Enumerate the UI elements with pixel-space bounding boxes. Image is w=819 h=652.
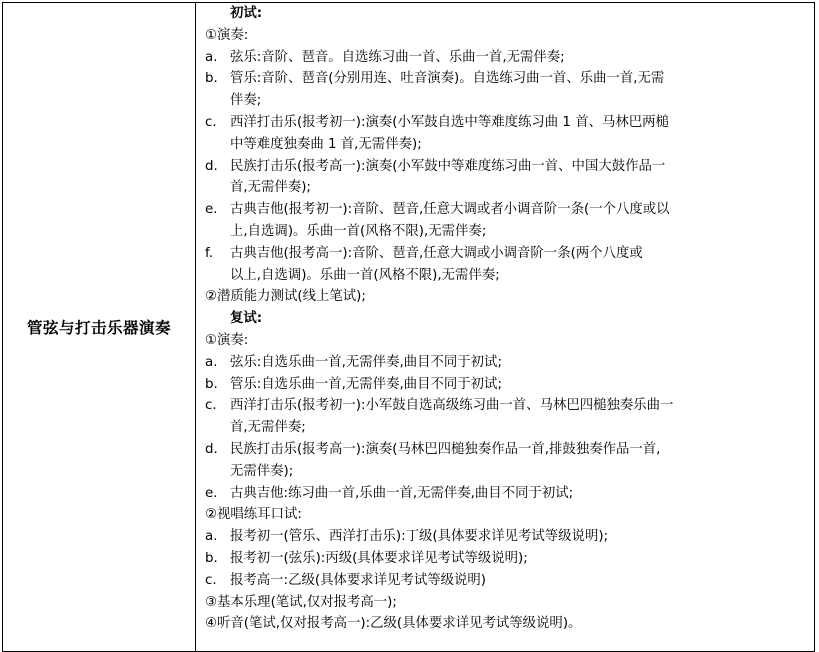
list-item-marker: c. xyxy=(205,398,217,414)
list-item xyxy=(205,461,810,483)
list-item xyxy=(205,112,810,134)
list-item-text: 古典吉他(报考高一):音阶、琶音,任意大调或小调音阶一条(两个八度或 xyxy=(230,245,643,261)
list-item-marker: b. xyxy=(205,71,218,87)
row-content-cell xyxy=(196,3,815,652)
list-item-marker: f. xyxy=(205,245,213,261)
list-item-text: 古典吉他:练习曲一首,乐曲一首,无需伴奏,曲目不同于初试; xyxy=(230,485,574,501)
list-item-text: 上,自选调)。乐曲一首(风格不限),无需伴奏; xyxy=(230,223,487,239)
list-item xyxy=(205,265,810,287)
list-item-marker: b. xyxy=(205,550,218,566)
section-heading xyxy=(205,3,810,25)
list-item-text: 西洋打击乐(报考初一):演奏(小军鼓自选中等难度练习曲 1 首、马林巴两槌 xyxy=(230,114,669,130)
list-item-text: ①演奏: xyxy=(205,332,249,348)
list-item-marker xyxy=(205,134,230,156)
list-item xyxy=(205,243,810,265)
list-item-text: 无需伴奏); xyxy=(230,463,294,479)
list-item-marker: a. xyxy=(205,49,218,65)
section-heading xyxy=(205,308,810,330)
list-item-text: 报考初一(管乐、西洋打击乐):丁级(具体要求详见考试等级说明); xyxy=(230,529,609,545)
list-item-text: 西洋打击乐(报考初一):小军鼓自选高级练习曲一首、马林巴四槌独奏乐曲一 xyxy=(230,398,674,414)
list-item-text: 以上,自选调)。乐曲一首(风格不限),无需伴奏; xyxy=(230,267,500,283)
list-item-text: ②潜质能力测试(线上笔试); xyxy=(205,289,366,305)
list-item-text: 弦乐:自选乐曲一首,无需伴奏,曲目不同于初试; xyxy=(230,354,502,370)
list-item-marker xyxy=(205,221,230,243)
list-item xyxy=(205,395,810,417)
list-item-text: ②视唱练耳口试: xyxy=(205,507,302,523)
row-label: 管弦与打击乐器演奏 xyxy=(26,319,171,337)
list-item-text: ①演奏: xyxy=(205,27,249,43)
list-item-marker: a. xyxy=(205,529,218,545)
list-item xyxy=(205,221,810,243)
list-item-text: 伴奏; xyxy=(230,93,262,109)
list-item xyxy=(205,374,810,396)
list-item xyxy=(205,90,810,112)
list-item-marker: e. xyxy=(205,202,218,218)
list-item xyxy=(205,613,810,635)
list-item-marker xyxy=(205,3,230,25)
list-item-text: 首,无需伴奏); xyxy=(230,180,311,196)
list-item xyxy=(205,417,810,439)
list-item xyxy=(205,570,810,592)
list-item xyxy=(205,25,810,47)
list-item xyxy=(205,548,810,570)
list-item xyxy=(205,352,810,374)
list-item-text: 管乐:音阶、琶音(分别用连、吐音演奏)。自选练习曲一首、乐曲一首,无需 xyxy=(230,71,665,87)
list-item xyxy=(205,156,810,178)
list-item-marker: a. xyxy=(205,354,218,370)
table-row xyxy=(3,3,815,652)
list-item-text: ④听音(笔试,仅对报考高一):乙级(具体要求详见考试等级说明)。 xyxy=(205,616,582,632)
list-item-marker: b. xyxy=(205,376,218,392)
list-item xyxy=(205,592,810,614)
list-item-marker xyxy=(205,308,230,330)
list-item-marker: d. xyxy=(205,158,218,174)
list-item-marker xyxy=(205,417,230,439)
row-label-cell xyxy=(3,3,196,652)
requirements-table xyxy=(2,2,815,652)
list-item xyxy=(205,483,810,505)
list-item-text: 弦乐:音阶、琶音。自选练习曲一首、乐曲一首,无需伴奏; xyxy=(230,49,565,65)
list-item-text: 管乐:自选乐曲一首,无需伴奏,曲目不同于初试; xyxy=(230,376,502,392)
list-item xyxy=(205,286,810,308)
list-item xyxy=(205,134,810,156)
list-item xyxy=(205,526,810,548)
list-item-marker: d. xyxy=(205,441,218,457)
list-item-text: 民族打击乐(报考高一):演奏(小军鼓中等难度练习曲一首、中国大鼓作品一 xyxy=(230,158,666,174)
list-item-text: 首,无需伴奏; xyxy=(230,420,306,436)
list-item xyxy=(205,68,810,90)
list-item xyxy=(205,47,810,69)
list-item-text: ③基本乐理(笔试,仅对报考高一); xyxy=(205,594,397,610)
list-item-marker: e. xyxy=(205,485,218,501)
list-item xyxy=(205,330,810,352)
requirements-list xyxy=(196,3,814,635)
list-item-marker xyxy=(205,265,230,287)
list-item xyxy=(205,199,810,221)
list-item-text: 古典吉他(报考初一):音阶、琶音,任意大调或者小调音阶一条(一个八度或以 xyxy=(230,202,670,218)
list-item xyxy=(205,439,810,461)
list-item-marker: c. xyxy=(205,114,217,130)
list-item-text: 中等难度独奏曲 1 首,无需伴奏); xyxy=(230,136,422,152)
list-item-marker: c. xyxy=(205,572,217,588)
list-item-marker xyxy=(205,177,230,199)
list-item xyxy=(205,177,810,199)
list-item-text: 初试: xyxy=(230,6,263,21)
list-item xyxy=(205,504,810,526)
list-item-marker xyxy=(205,90,230,112)
list-item-text: 民族打击乐(报考高一):演奏(马林巴四槌独奏作品一首,排鼓独奏作品一首, xyxy=(230,441,661,457)
list-item-text: 复试: xyxy=(230,311,263,327)
list-item-text: 报考初一(弦乐):丙级(具体要求详见考试等级说明); xyxy=(230,550,528,566)
list-item-text: 报考高一:乙级(具体要求详见考试等级说明) xyxy=(230,572,486,588)
list-item-marker xyxy=(205,461,230,483)
